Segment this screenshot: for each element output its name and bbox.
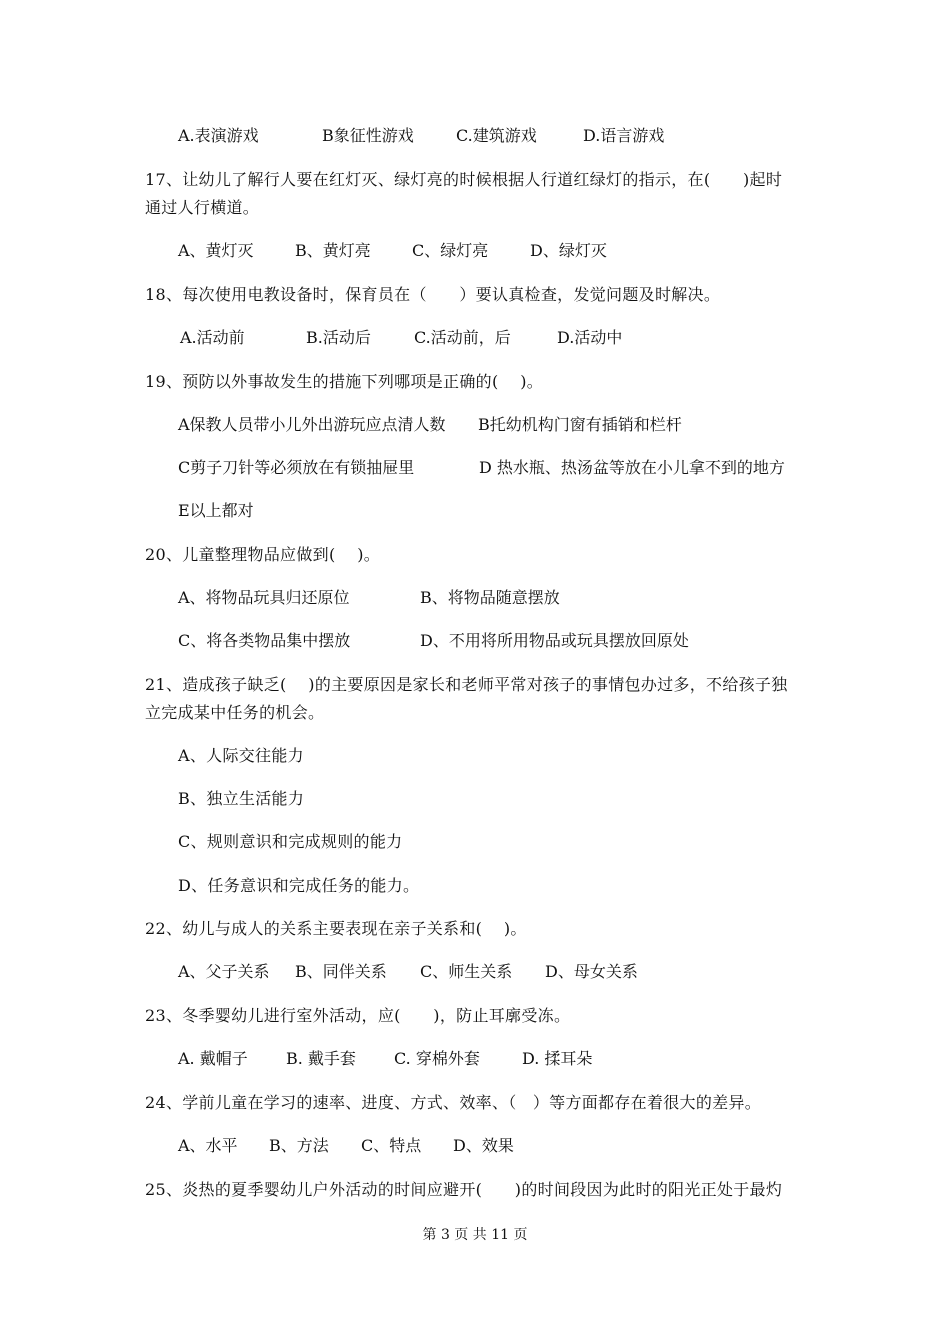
q22-option-d: D、母女关系 bbox=[545, 962, 638, 981]
q16-option-c: C.建筑游戏 bbox=[456, 126, 537, 145]
q18-option-c: C.活动前，后 bbox=[414, 328, 511, 347]
q19-question: 19、预防以外事故发生的措施下列哪项是正确的( )。 bbox=[145, 372, 544, 391]
q21-option-b: B、独立生活能力 bbox=[178, 789, 305, 808]
q18-question: 18、每次使用电教设备时，保育员在（ ）要认真检查，发觉问题及时解决。 bbox=[145, 285, 721, 304]
q19-option-d: D 热水瓶、热汤盆等放在小儿拿不到的地方 bbox=[479, 458, 785, 477]
q19-option-a: A保教人员带小儿外出游玩应点清人数 bbox=[178, 415, 446, 434]
q25-question: 25、炎热的夏季婴幼儿户外活动的时间应避开( )的时间段因为此时的阳光正处于最灼 bbox=[145, 1180, 783, 1199]
q21-option-c: C、规则意识和完成规则的能力 bbox=[178, 832, 403, 851]
q21-question: 21、造成孩子缺乏( )的主要原因是家长和老师平常对孩子的事情包办过多，不给孩子独 bbox=[145, 675, 788, 694]
q24-option-b: B、方法 bbox=[269, 1136, 329, 1155]
q16-option-b: B象征性游戏 bbox=[322, 126, 414, 145]
q20-option-c: C、将各类物品集中摆放 bbox=[178, 631, 351, 650]
q20-question: 20、儿童整理物品应做到( )。 bbox=[145, 545, 381, 564]
q18-option-a: A.活动前 bbox=[180, 328, 245, 347]
q16-option-d: D.语言游戏 bbox=[583, 126, 665, 145]
q21-option-a: A、人际交往能力 bbox=[178, 746, 304, 765]
q24-option-d: D、效果 bbox=[453, 1136, 514, 1155]
q23-option-b: B. 戴手套 bbox=[286, 1049, 356, 1068]
q23-option-a: A. 戴帽子 bbox=[178, 1049, 248, 1068]
q18-option-d: D.活动中 bbox=[557, 328, 623, 347]
q17-option-c: C、绿灯亮 bbox=[412, 241, 489, 260]
q17-option-b: B、黄灯亮 bbox=[295, 241, 371, 260]
page-number-footer: 第 3 页 共 11 页 bbox=[422, 1227, 528, 1243]
q19-option-c: C剪子刀针等必须放在有锁抽屉里 bbox=[178, 458, 415, 477]
q22-option-a: A、父子关系 bbox=[178, 962, 270, 981]
q18-option-b: B.活动后 bbox=[306, 328, 371, 347]
q20-option-a: A、将物品玩具归还原位 bbox=[178, 588, 350, 607]
q20-option-d: D、不用将所用物品或玩具摆放回原处 bbox=[420, 631, 689, 650]
q16-option-a: A.表演游戏 bbox=[178, 126, 259, 145]
q22-question: 22、幼儿与成人的关系主要表现在亲子关系和( )。 bbox=[145, 919, 527, 938]
q21-question-cont: 立完成某中任务的机会。 bbox=[145, 703, 325, 722]
q23-option-d: D. 揉耳朵 bbox=[522, 1049, 593, 1068]
q22-option-c: C、师生关系 bbox=[420, 962, 513, 981]
q17-question: 17、让幼儿了解行人要在红灯灭、绿灯亮的时候根据人行道红绿灯的指示，在( )起时 bbox=[145, 170, 783, 189]
q23-option-c: C. 穿棉外套 bbox=[394, 1049, 480, 1068]
q17-option-d: D、绿灯灭 bbox=[530, 241, 607, 260]
q23-question: 23、冬季婴幼儿进行室外活动，应( )，防止耳廓受冻。 bbox=[145, 1006, 571, 1025]
q22-option-b: B、同伴关系 bbox=[295, 962, 387, 981]
q24-option-a: A、水平 bbox=[178, 1136, 238, 1155]
q24-option-c: C、特点 bbox=[361, 1136, 422, 1155]
q21-option-d: D、任务意识和完成任务的能力。 bbox=[178, 876, 420, 895]
q20-option-b: B、将物品随意摆放 bbox=[420, 588, 560, 607]
q19-option-b: B托幼机构门窗有插销和栏杆 bbox=[478, 415, 682, 434]
q17-option-a: A、黄灯灭 bbox=[178, 241, 254, 260]
q19-option-e: E以上都对 bbox=[178, 501, 254, 520]
q24-question: 24、学前儿童在学习的速率、进度、方式、效率、（ ）等方面都存在着很大的差异。 bbox=[145, 1093, 762, 1112]
q17-question-cont: 通过人行横道。 bbox=[145, 198, 260, 217]
